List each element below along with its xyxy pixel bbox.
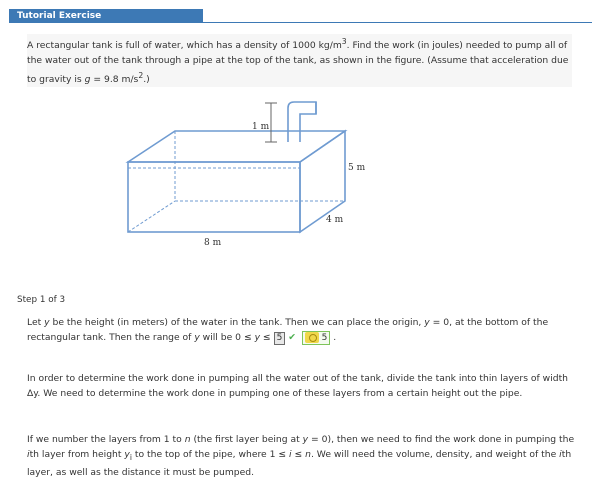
tab-rule xyxy=(9,22,592,23)
step-label: Step 1 of 3 xyxy=(17,295,66,305)
step-paragraph-3 xyxy=(27,432,575,480)
pipe-label: 1 m xyxy=(252,122,270,132)
key-icon[interactable] xyxy=(305,332,319,343)
n-var: n xyxy=(305,449,311,460)
answer-feedback xyxy=(302,331,331,345)
check-icon: ✔ xyxy=(288,332,296,343)
yi-var: y xyxy=(124,449,130,460)
answer-input[interactable]: 5 xyxy=(274,332,286,345)
text: to the top of the pipe, where 1 ≤ xyxy=(131,449,290,460)
step-paragraph-2: In order to determine the work done in pumping all the water out of the tank, divide the tank into thin layers of width Δy. We need to determine the work done in pumping one of these layers from a certain height out the pipe. xyxy=(27,373,569,399)
y-var: y xyxy=(44,317,50,328)
problem-text: . Find the work (in joules) needed to pump all of the water out of the tank through a pipe at the top of the tank, as shown in the figure. (Assume that acceleration due to gravity is xyxy=(27,40,569,86)
tutorial-exercise-tab: Tutorial Exercise xyxy=(9,9,203,23)
text: = 0, at the bottom of the rectangular tank. Then the range of xyxy=(27,317,549,343)
text: . xyxy=(330,332,337,343)
text: th layer, as well as the distance it must be pumped. xyxy=(27,449,572,478)
text: . We will need the volume, density, and weight of the xyxy=(310,449,560,460)
y-var: y xyxy=(194,332,200,343)
g-sup: 2 xyxy=(138,71,144,81)
answer-feedback-value: 5 xyxy=(321,333,328,343)
text: Let xyxy=(27,317,45,328)
text: ≤ xyxy=(291,449,306,460)
text: will be 0 ≤ xyxy=(199,332,255,343)
height-label: 5 m xyxy=(348,163,366,173)
g-var: g xyxy=(84,74,91,86)
problem-text: A rectangular tank is full of water, which has a density of 1000 kg/m xyxy=(27,40,342,52)
i-var: i xyxy=(559,449,562,460)
text: (the first layer being at xyxy=(190,434,303,445)
i-var: i xyxy=(27,449,30,460)
text: If we number the layers from 1 to xyxy=(27,434,185,445)
yi-sub: i xyxy=(129,452,132,462)
problem-statement xyxy=(27,34,572,87)
problem-text: .) xyxy=(143,74,150,86)
y-var: y xyxy=(254,332,261,343)
text: = 0), then we need to find the work done in pumping the xyxy=(308,434,575,445)
g-value: = 9.8 m/s xyxy=(90,74,139,86)
text: be the height (in meters) of the water in the tank. Then we can place the origin, xyxy=(49,317,425,328)
n-var: n xyxy=(184,434,191,445)
text: th layer from height xyxy=(29,449,125,460)
depth-label: 4 m xyxy=(326,215,344,225)
step-paragraph-1 xyxy=(27,315,575,345)
text: ≤ xyxy=(260,332,274,343)
width-label: 8 m xyxy=(204,238,222,248)
i-var: i xyxy=(289,449,292,460)
problem-sup: 3 xyxy=(341,37,347,46)
y-var: y xyxy=(302,434,309,445)
tank-figure xyxy=(118,98,366,253)
y-var: y xyxy=(424,317,430,328)
